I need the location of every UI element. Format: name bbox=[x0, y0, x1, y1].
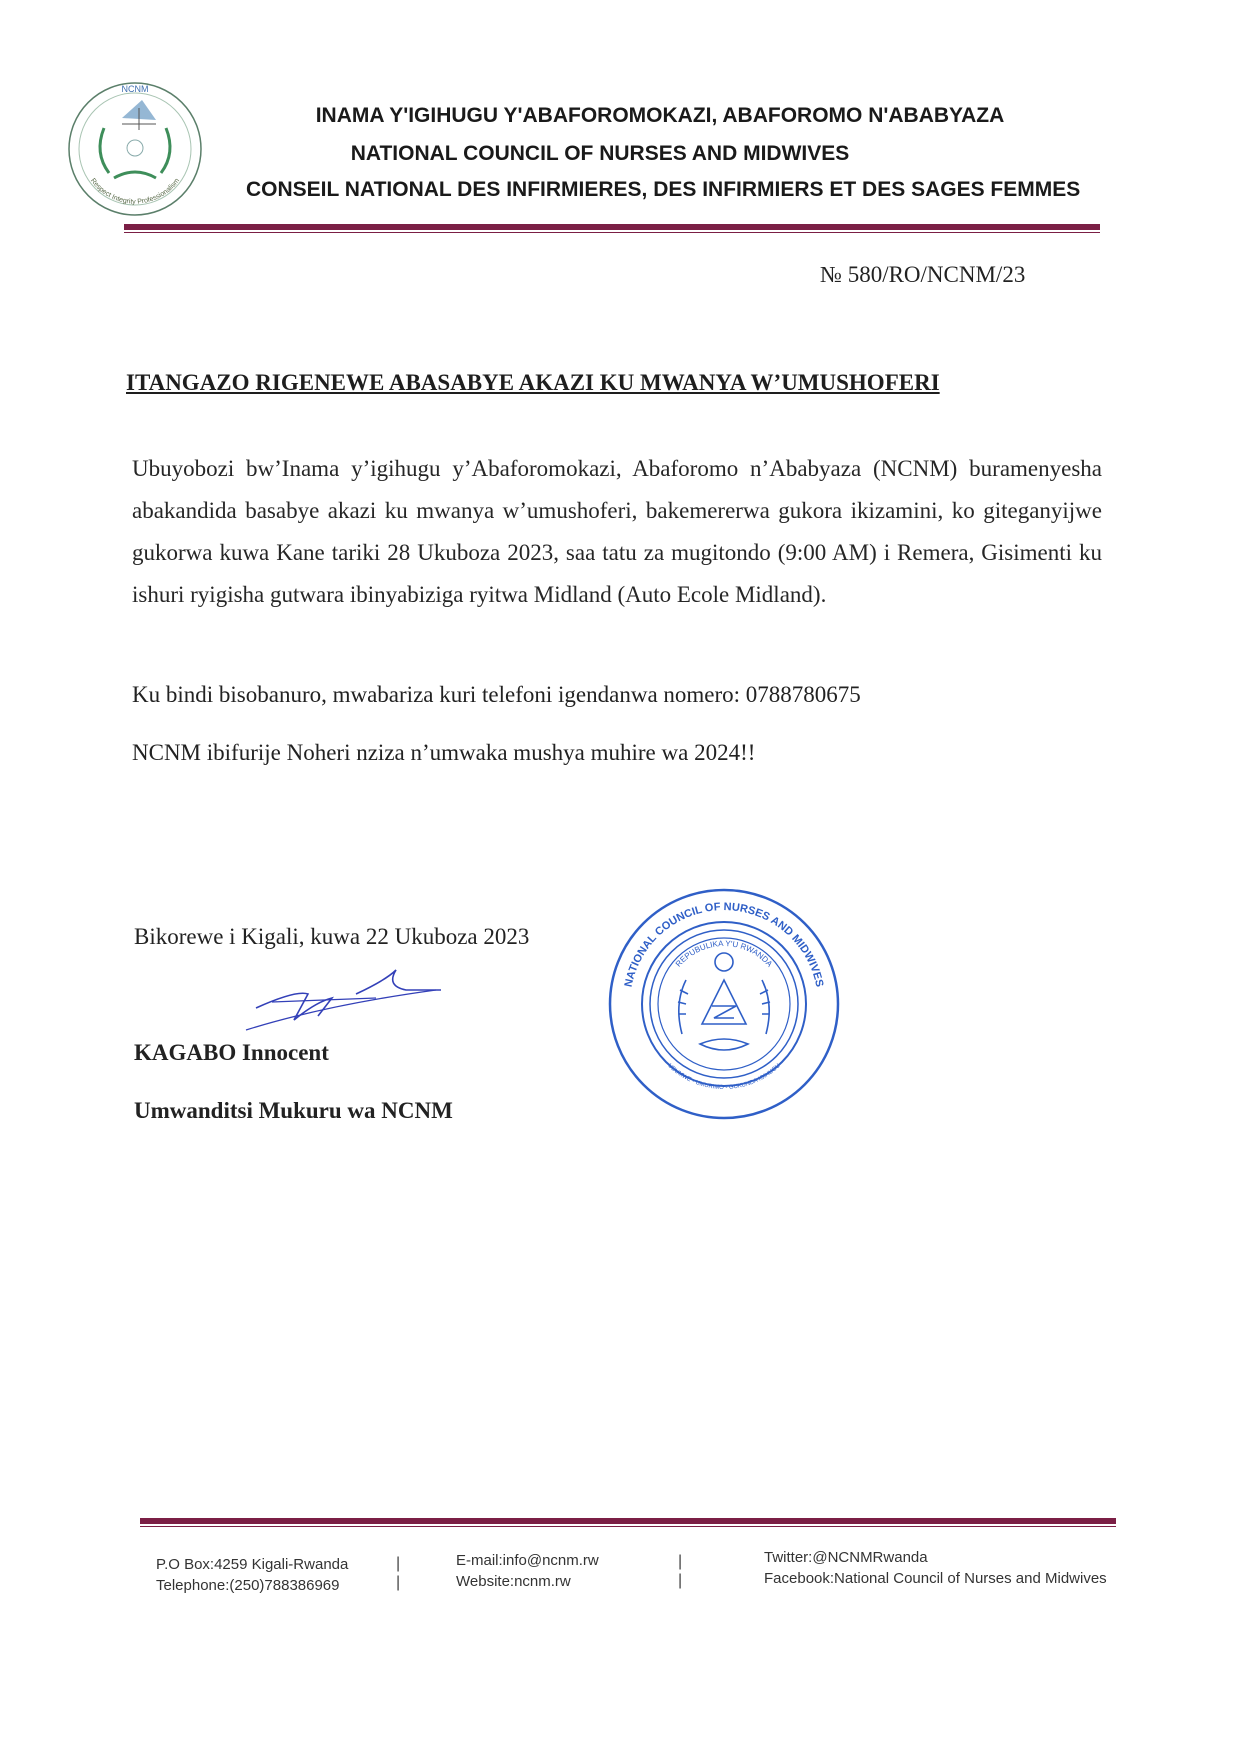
official-stamp bbox=[604, 884, 844, 1124]
footer-web-column bbox=[456, 1550, 599, 1592]
footer-telephone: Telephone:(250)788386969 bbox=[156, 1577, 340, 1594]
org-name-english: NATIONAL COUNCIL OF NURSES AND MIDWIVES bbox=[350, 142, 850, 165]
document-title: ITANGAZO RIGENEWE ABASABYE AKAZI KU MWANYA W’UMUSHOFERI bbox=[126, 370, 940, 395]
signer-name: KAGABO Innocent bbox=[134, 1040, 329, 1065]
footer-divider bbox=[140, 1518, 1116, 1527]
footer-po-box: P.O Box:4259 Kigali-Rwanda bbox=[156, 1556, 349, 1573]
footer-separator: | | bbox=[396, 1555, 401, 1591]
holiday-wishes-line: NCNM ibifurije Noheri nziza n’umwaka mushya muhire wa 2024!! bbox=[132, 740, 756, 765]
svg-text:REPUBULIKA Y'U RWANDA: REPUBULIKA Y'U RWANDA bbox=[673, 938, 775, 969]
place-and-date: Bikorewe i Kigali, kuwa 22 Ukuboza 2023 bbox=[134, 924, 530, 949]
footer-address-column bbox=[156, 1554, 348, 1596]
signer-title: Umwanditsi Mukuru wa NCNM bbox=[134, 1098, 453, 1123]
footer-separator: | | bbox=[678, 1553, 683, 1589]
footer-facebook: Facebook:National Council of Nurses and Midwives bbox=[764, 1570, 1107, 1587]
svg-text:NATIONAL COUNCIL OF NURSES AND: NATIONAL COUNCIL OF NURSES AND MIDWIVES bbox=[622, 900, 826, 989]
org-name-kinyarwanda: INAMA Y'IGIHUGU Y'ABAFOROMOKAZI, ABAFOROMO N'ABABYAZA bbox=[315, 104, 1005, 127]
svg-text:NCNM: NCNM bbox=[121, 84, 149, 94]
org-name-french: CONSEIL NATIONAL DES INFIRMIERES, DES INFIRMIERS ET DES SAGES FEMMES bbox=[246, 178, 1081, 201]
reference-number: № 580/RO/NCNM/23 bbox=[820, 262, 1026, 287]
footer-twitter: Twitter:@NCNMRwanda bbox=[764, 1549, 928, 1566]
svg-text:Respect Integrity Professional: Respect Integrity Professionalism bbox=[88, 177, 182, 206]
body-paragraph: Ubuyobozi bw’Inama y’igihugu y’Abaforomokazi, Abaforomo n’Ababyaza (NCNM) buramenyesha abakandida basabye akazi ku mwanya w’umushoferi, bakemererwa gukora ikizamini, ko giteganyijwe gukorwa kuwa Kane tariki 28 Ukuboza 2023, saa tatu za mugitondo (9:00 AM) i Remera, Gisimenti ku ishuri ryigisha gutwara ibinyabiziga ryitwa Midland (Auto Ecole Midland). bbox=[132, 456, 1102, 607]
footer-website: Website:ncnm.rw bbox=[456, 1573, 571, 1590]
contact-info-line: Ku bindi bisobanuro, mwabariza kuri telefoni igendanwa nomero: 0788780675 bbox=[132, 682, 861, 707]
header-divider bbox=[124, 224, 1100, 233]
footer-email: E-mail:info@ncnm.rw bbox=[456, 1552, 599, 1569]
svg-text:UBUMWE - UMURIMO - GUKUNDA IGI: UBUMWE - UMURIMO - GUKUNDA IGIHUGU bbox=[666, 1063, 782, 1092]
ncnm-logo bbox=[64, 78, 206, 220]
handwritten-signature bbox=[236, 950, 476, 1040]
footer-social-column bbox=[764, 1547, 1107, 1589]
